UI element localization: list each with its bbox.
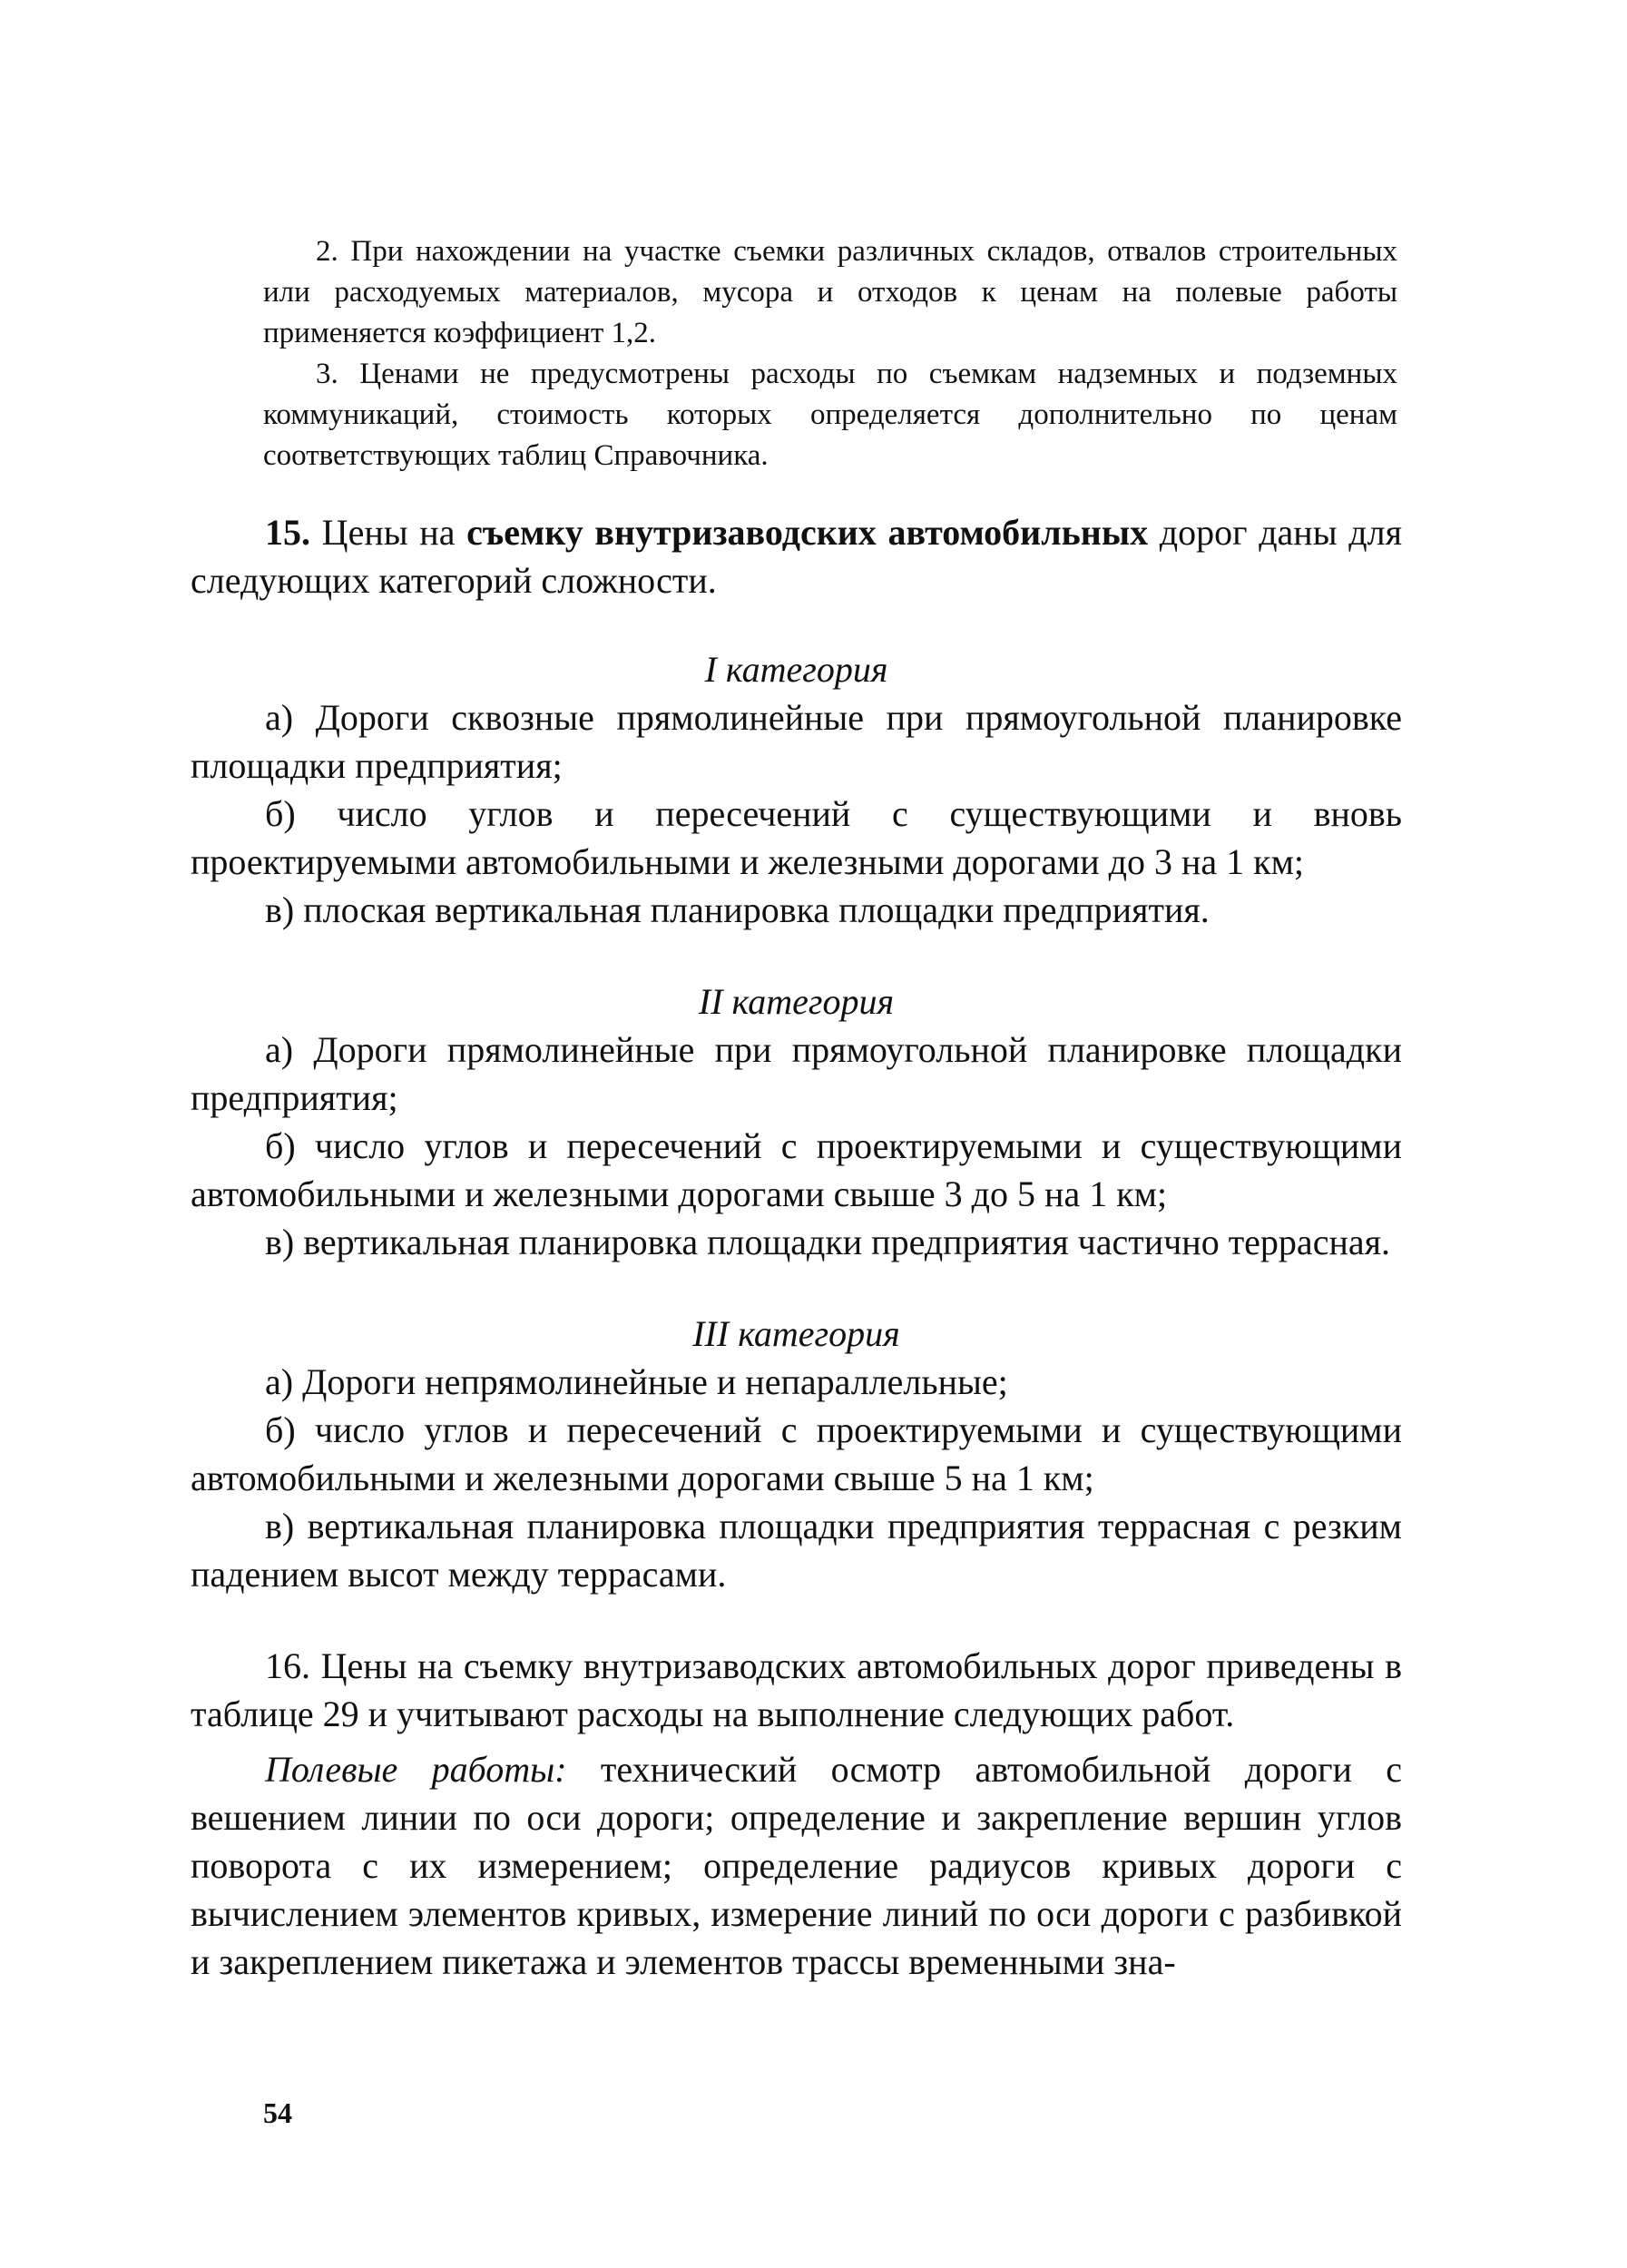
category-item: а) Дороги непрямолинейные и непараллельные; (265, 1361, 1008, 1402)
section-16-paragraph: 16. Цены на съемку внутризаводских автомобильных дорог приведены в таблице 29 и учитывают расходы на выполнение следующих работ. (191, 1645, 1402, 1734)
note-paragraph: 2. При нахождении на участке съемки различных складов, отвалов строительных или расходуемых материалов, мусора и отходов к ценам на полевые работы применяется коэффициент 1,2. (263, 235, 1397, 349)
section-15-text-bold: съемку внутризаводских автомобильных (466, 512, 1149, 553)
category-item: в) вертикальная планировка площадки предприятия террасная с резким падением высот между террасами. (191, 1506, 1402, 1595)
category-heading: I категория (704, 649, 888, 690)
category-item: а) Дороги прямолинейные при прямоугольной планировке площадки предприятия; (191, 1029, 1402, 1118)
section-15-text-post: дорог даны для следующих категорий сложности. (191, 512, 1402, 601)
category-item: б) число углов и пересечений с проектируемыми и существующими автомобильными и железными дорогами свыше 3 до 5 на 1 км; (191, 1125, 1402, 1214)
field-works-paragraph (191, 1745, 1402, 1986)
category-item: в) вертикальная планировка площадки предприятия частично террасная. (265, 1222, 1390, 1262)
note-paragraph: 3. Ценами не предусмотрены расходы по съемкам надземных и подземных коммуникаций, стоимость которых определяется дополнительно по ценам соответствующих таблиц Справочника. (263, 358, 1397, 472)
category-2 (191, 977, 1402, 1266)
section-15-paragraph (191, 508, 1402, 604)
category-item: в) плоская вертикальная планировка площадки предприятия. (265, 889, 1210, 930)
category-heading: III категория (692, 1313, 900, 1354)
field-works-label: Полевые работы: (265, 1749, 567, 1790)
main-text (191, 508, 1402, 1986)
section-15-text-pre: Цены на (310, 512, 467, 553)
notes-block (263, 231, 1397, 476)
category-3 (191, 1310, 1402, 1598)
category-heading: II категория (698, 981, 895, 1022)
category-item: б) число углов и пересечений с проектируемыми и существующими автомобильными и железными дорогами свыше 5 на 1 км; (191, 1409, 1402, 1498)
field-works-text: технический осмотр автомобильной дороги с вешением линии по оси дороги; определение и закрепление вершин углов поворота с их измерением; определение радиусов кривых дороги с вычислением элементов кривых, измерение линий по оси дороги с разбивкой и закреплением пикетажа и элементов трассы временными зна- (191, 1749, 1402, 1982)
page-number: 54 (263, 2096, 292, 2129)
category-item: а) Дороги сквозные прямолинейные при прямоугольной планировке площадки предприятия; (191, 697, 1402, 786)
category-item: б) число углов и пересечений с существующими и вновь проектируемыми автомобильными и железными дорогами до 3 на 1 км; (191, 793, 1402, 882)
section-15-number: 15. (265, 512, 310, 553)
category-1 (191, 645, 1402, 934)
